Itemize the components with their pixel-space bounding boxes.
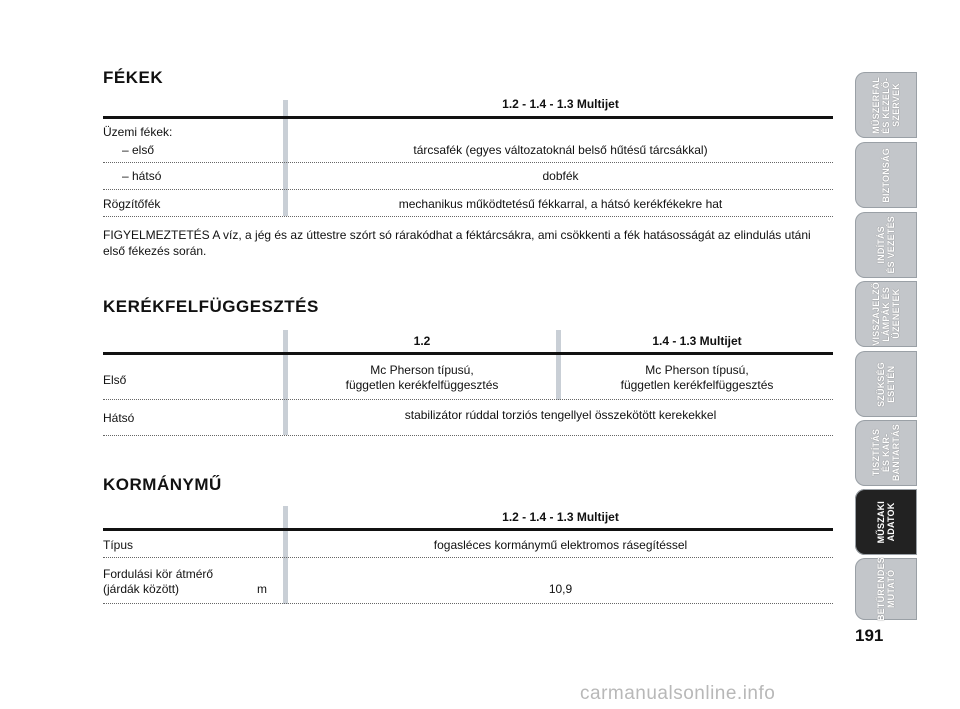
tab-label: VISSZAJELZŐ LÁMPÁK ÉS ÜZENETEK (871, 282, 901, 346)
brakes-column-header: 1.2 - 1.4 - 1.3 Multijet (502, 97, 619, 111)
tab-maintenance[interactable] (855, 420, 917, 486)
row-divider (103, 435, 833, 436)
tab-label: TISZTÍTÁS ÉS KAR- BANTARTÁS (871, 424, 901, 482)
brakes-front-value: tárcsafék (egyes változatoknál belső hűtésű tárcsákkal) (413, 143, 708, 157)
section-title-suspension: KERÉKFELFÜGGESZTÉS (103, 297, 319, 316)
brakes-header-rule (103, 116, 833, 119)
tab-warning-lights[interactable] (855, 281, 917, 347)
brakes-rear-label: – hátsó (122, 169, 162, 183)
tab-label: INDÍTÁS ÉS VEZETÉS (876, 216, 896, 274)
suspension-col2-header: 1.4 - 1.3 Multijet (652, 334, 742, 348)
section-title-brakes: FÉKEK (103, 68, 164, 87)
tab-label: SZÜKSÉG ESETÉN (876, 361, 896, 407)
tab-starting-driving[interactable] (855, 212, 917, 278)
suspension-front-col2-line1: Mc Pherson típusú, (645, 363, 749, 377)
tab-label: BIZTONSÁG (881, 147, 891, 203)
suspension-header-rule (103, 352, 833, 355)
section-title-steering: KORMÁNYMŰ (103, 475, 222, 494)
tab-emergency[interactable] (855, 351, 917, 417)
row-divider (103, 399, 833, 400)
brakes-warning-note: FIGYELMEZTETÉS A víz, a jég és az úttestre szórt só rárakódhat a féktárcsákra, ami csökkenti a fék hatásosságát az elindulás utáni első fékezés során. (103, 228, 811, 258)
steering-type-label: Típus (103, 538, 134, 552)
brakes-rear-value: dobfék (542, 169, 579, 183)
row-divider (103, 216, 833, 217)
row-divider (103, 603, 833, 604)
brakes-parking-label: Rögzítőfék (103, 197, 161, 211)
tab-dashboard-controls[interactable] (855, 72, 917, 138)
steering-header-rule (103, 528, 833, 531)
steering-type-value: fogasléces kormánymű elektromos rásegítéssel (433, 538, 688, 552)
brakes-parking-value: mechanikus működtetésű fékkarral, a hátsó kerékfékekre hat (398, 197, 723, 211)
brakes-front-label: – első (122, 143, 155, 157)
steering-turning-unit: m (257, 582, 267, 596)
suspension-front-col1-line1: Mc Pherson típusú, (370, 363, 474, 377)
tab-technical-data[interactable] (855, 489, 917, 555)
suspension-rear-value: stabilizátor rúddal torziós tengellyel összekötött kerekekkel (404, 408, 717, 422)
tab-label: BETŰRENDES MUTATÓ (876, 557, 896, 622)
suspension-col1-header: 1.2 (413, 334, 431, 348)
row-divider (103, 189, 833, 190)
watermark-text: carmanualsonline.info (580, 683, 776, 704)
suspension-front-col1-line2: független kerékfelfüggesztés (345, 378, 499, 392)
suspension-rear-label: Hátsó (103, 411, 135, 425)
row-divider (103, 557, 833, 558)
tab-index[interactable] (855, 558, 917, 620)
steering-turning-value: 10,9 (548, 582, 573, 596)
page-number: 191 (855, 626, 884, 645)
tab-label: MŰSZAKI ADATOK (876, 500, 896, 544)
steering-column-header: 1.2 - 1.4 - 1.3 Multijet (502, 510, 619, 524)
suspension-front-label: Első (103, 373, 127, 387)
steering-turning-label-line2: (járdák között) (103, 582, 180, 596)
tab-label: MŰSZERFAL ÉS KEZELŐ- SZERVEK (871, 76, 901, 134)
steering-turning-label-line1: Fordulási kör átmérő (103, 567, 214, 581)
suspension-front-col2-line2: független kerékfelfüggesztés (620, 378, 774, 392)
brakes-service-label: Üzemi fékek: (103, 125, 173, 139)
tab-safety[interactable] (855, 142, 917, 208)
row-divider (103, 162, 833, 163)
